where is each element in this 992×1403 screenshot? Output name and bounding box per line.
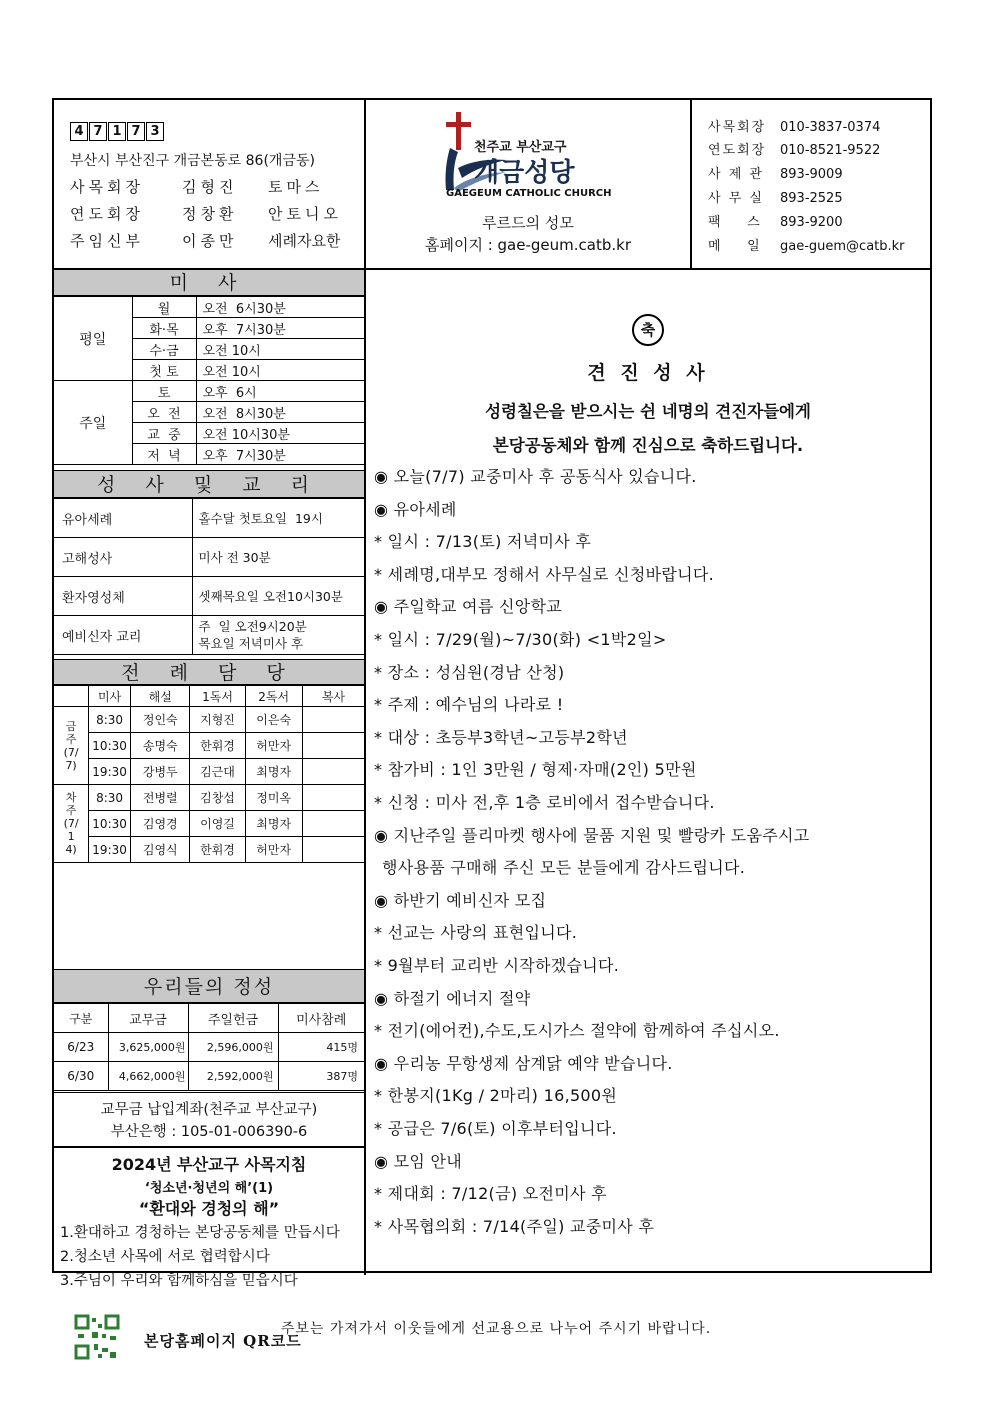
table-row <box>54 811 364 837</box>
list-item: 1.환대하고 경청하는 본당공동체를 만듭시다 <box>60 1225 340 1241</box>
celebration-badge-icon: 축 <box>632 314 664 346</box>
contact-row <box>708 163 843 182</box>
notice-heading: ◉ 지난주일 플리마켓 행사에 물품 지원 및 빨랑카 도움주시고 <box>374 825 810 845</box>
sunday-amount: 2,592,000원 <box>188 1062 278 1091</box>
contact-row <box>708 211 843 230</box>
contact-row <box>708 139 880 158</box>
server <box>302 733 364 759</box>
mass-time: 오전 10시 <box>196 339 364 360</box>
reader-2: 허만자 <box>245 733 302 759</box>
church-english-name: GAEGEUM CATHOLIC CHURCH <box>446 188 612 199</box>
staff-name: 김형진 <box>182 178 238 196</box>
mass-day: 수·금 <box>132 339 196 360</box>
offering-date: 6/23 <box>54 1033 108 1062</box>
notice-heading: ◉ 우리농 무항생제 삼계닭 예약 받습니다. <box>374 1053 673 1073</box>
pastoral-motto: “환대와 경청의 해” <box>138 1199 280 1218</box>
reader-1: 지형진 <box>190 707 245 733</box>
postal-digit: 4 <box>70 122 88 141</box>
liturgy-table <box>54 685 364 863</box>
sacrament-name: 유아세례 <box>54 499 192 538</box>
reader-2: 정미옥 <box>245 785 302 811</box>
table-row <box>54 381 364 402</box>
mass-time: 오후 6시 <box>196 381 364 402</box>
mass-day: 교 중 <box>132 423 196 444</box>
account-title: 교무금 납입계좌(천주교 부산교구) <box>100 1102 318 1118</box>
mass-time: 19:30 <box>89 759 131 785</box>
celebration-title: 견 진 성 사 <box>587 362 709 384</box>
table-header-row <box>54 686 364 707</box>
staff-role: 주임신부 <box>70 232 144 250</box>
sacrament-time: 셋째목요일 오전10시30분 <box>192 577 364 616</box>
contact-value: 010-8521-9522 <box>780 143 881 158</box>
sunday-amount: 2,596,000원 <box>188 1033 278 1062</box>
contact-label: 연도회장 <box>708 143 767 158</box>
table-row <box>54 707 364 733</box>
church-name: 개금성당 <box>474 158 575 188</box>
tithe-amount: 3,625,000원 <box>108 1033 188 1062</box>
reader-1: 김근대 <box>190 759 245 785</box>
celebration-badge-wrap <box>366 314 930 346</box>
contact-row <box>708 116 880 135</box>
notice-item: * 주제 : 예수님의 나라로 ! <box>374 695 564 715</box>
mass-day: 화·목 <box>132 318 196 339</box>
commentator: 강병두 <box>131 759 190 785</box>
mass-day: 저 녁 <box>132 444 196 465</box>
server <box>302 785 364 811</box>
notice-item: * 전기(에어컨),수도,도시가스 절약에 함께하여 주십시오. <box>374 1021 780 1041</box>
notice-heading: ◉ 유아세례 <box>374 499 457 519</box>
reader-1: 김창섭 <box>190 785 245 811</box>
contact-label: 팩 스 <box>708 215 762 230</box>
celebration-line: 성령칠은을 받으시는 쉰 네명의 견진자들에게 <box>485 402 811 421</box>
table-row <box>54 499 364 538</box>
mass-time: 8:30 <box>89 785 131 811</box>
sacrament-time-cell <box>192 616 364 655</box>
contact-label: 사목회장 <box>708 120 767 135</box>
mass-time: 오전 10시30분 <box>196 423 364 444</box>
sacrament-time: 주 일 오전9시20분 <box>198 619 307 634</box>
notice-item: * 선교는 사랑의 표현입니다. <box>374 923 578 943</box>
table-header-row <box>54 1004 364 1033</box>
reader-1: 이영길 <box>190 811 245 837</box>
table-row <box>54 538 364 577</box>
table-row <box>54 616 364 655</box>
contact-label: 사 제 관 <box>708 167 764 182</box>
contact-value: 893-2525 <box>780 191 843 206</box>
homepage-link[interactable]: 홈페이지 : gae-geum.catb.kr <box>424 236 631 254</box>
reader-1: 한휘경 <box>190 733 245 759</box>
mass-day: 첫 토 <box>132 360 196 381</box>
table-row <box>54 1033 364 1062</box>
staff-role: 연도회장 <box>70 205 144 223</box>
sacrament-time: 홀수달 첫토요일 19시 <box>192 499 364 538</box>
mass-time: 오전 6시30분 <box>196 297 364 318</box>
notice-heading: ◉ 하반기 예비신자 모집 <box>374 890 547 910</box>
notice-item: * 9월부터 교리반 시작하겠습니다. <box>374 956 620 975</box>
mass-time: 10:30 <box>89 811 131 837</box>
sacrament-time: 미사 전 30분 <box>192 538 364 577</box>
table-row <box>54 759 364 785</box>
footer-note: 주보는 가져가서 이웃들에게 선교용으로 나누어 주시기 바랍니다. <box>280 1321 712 1337</box>
reader-2: 최명자 <box>245 759 302 785</box>
server <box>302 759 364 785</box>
header <box>54 100 930 270</box>
contact-label: 사 무 실 <box>708 191 764 206</box>
tithe-amount: 4,662,000원 <box>108 1062 188 1091</box>
sacraments-table <box>54 498 364 655</box>
column-header: 미사 <box>89 686 131 707</box>
column-header: 2독서 <box>245 686 302 707</box>
commentator: 김영경 <box>131 811 190 837</box>
mass-time: 오전 8시30분 <box>196 402 364 423</box>
contact-email[interactable]: gae-guem@catb.kr <box>780 239 905 254</box>
notice-heading: ◉ 모임 안내 <box>374 1151 463 1171</box>
postal-digit: 7 <box>89 122 107 141</box>
right-column <box>366 270 930 1275</box>
notice-item: * 일시 : 7/13(토) 저녁미사 후 <box>374 532 592 552</box>
sacrament-name: 환자영성체 <box>54 577 192 616</box>
column-header: 1독서 <box>190 686 245 707</box>
mass-day: 오 전 <box>132 402 196 423</box>
sunday-label: 주일 <box>54 381 132 465</box>
notice-item: * 제대회 : 7/12(금) 오전미사 후 <box>374 1184 607 1204</box>
table-row <box>54 733 364 759</box>
contact-row <box>708 187 843 206</box>
sacrament-name: 고해성사 <box>54 538 192 577</box>
diocese-name: 천주교 부산교구 <box>474 140 567 155</box>
header-contacts <box>692 100 930 268</box>
commentator: 전병렬 <box>131 785 190 811</box>
attendance: 415명 <box>278 1033 364 1062</box>
notice-item: * 사목협의회 : 7/14(주일) 교중미사 후 <box>374 1216 655 1236</box>
sacrament-name: 예비신자 교리 <box>54 616 192 655</box>
mass-time: 19:30 <box>89 837 131 863</box>
mass-day: 월 <box>132 297 196 318</box>
notice-item: * 세례명,대부모 정해서 사무실로 신청바랍니다. <box>374 564 714 584</box>
contact-row <box>708 235 905 254</box>
server <box>302 837 364 863</box>
header-address-block <box>54 100 366 268</box>
offerings-table <box>54 1003 364 1091</box>
postal-digit: 3 <box>146 122 164 141</box>
sacrament-time: 목요일 저녁미사 후 <box>198 636 304 651</box>
mass-time: 오후 7시30분 <box>196 444 364 465</box>
mass-time: 오후 7시30분 <box>196 318 364 339</box>
commentator: 송명숙 <box>131 733 190 759</box>
server <box>302 707 364 733</box>
pastoral-subtitle: ‘청소년·청년의 해’(1) <box>144 1181 274 1196</box>
server <box>302 811 364 837</box>
notice-heading: ◉ 주일학교 여름 신앙학교 <box>374 597 562 617</box>
pastoral-list <box>54 1221 364 1293</box>
column-header: 해설 <box>131 686 190 707</box>
notice-item: * 일시 : 7/29(월)~7/30(화) <1박2일> <box>374 630 667 649</box>
table-row <box>54 785 364 811</box>
patron-name: 루르드의 성모 <box>482 214 574 232</box>
staff-row <box>70 230 340 251</box>
address: 부산시 부산진구 개금본동로 86(개금동) <box>70 153 315 169</box>
reader-2: 허만자 <box>245 837 302 863</box>
pastoral-guidelines <box>54 1150 364 1293</box>
commentator: 김영식 <box>131 837 190 863</box>
list-item: 3.주님이 우리와 함께하심을 믿읍시다 <box>60 1273 298 1289</box>
liturgy-section-title: 전 례 담 당 <box>54 659 364 685</box>
list-item: 2.청소년 사목에 서로 협력합시다 <box>60 1249 270 1265</box>
staff-baptismal: 토마스 <box>268 178 324 196</box>
account-box <box>54 1092 364 1148</box>
corner-cell <box>54 686 89 707</box>
header-logo-block <box>366 100 692 268</box>
column-header: 미사참례 <box>278 1004 364 1033</box>
weekday-label: 평일 <box>54 297 132 381</box>
table-row <box>54 1062 364 1091</box>
notice-item: * 대상 : 초등부3학년~고등부2학년 <box>374 727 628 747</box>
contact-value: 893-9200 <box>780 215 843 230</box>
staff-role: 사목회장 <box>70 178 144 196</box>
mass-time: 10:30 <box>89 733 131 759</box>
notice-item: * 한봉지(1Kg / 2마리) 16,500원 <box>374 1086 618 1106</box>
column-header: 구분 <box>54 1004 108 1033</box>
staff-baptismal: 세례자요한 <box>268 232 341 250</box>
qr-label: 본당홈페이지 QR코드 <box>144 1332 302 1350</box>
offering-date: 6/30 <box>54 1062 108 1091</box>
commentator: 정인숙 <box>131 707 190 733</box>
staff-row <box>70 176 323 197</box>
staff-name: 이종만 <box>182 232 238 250</box>
week-label: 금주(7/7) <box>54 707 89 785</box>
staff-name: 정창환 <box>182 205 238 223</box>
column-header: 주일헌금 <box>188 1004 278 1033</box>
postal-digit: 1 <box>108 122 126 141</box>
reader-2: 최명자 <box>245 811 302 837</box>
mass-schedule-table <box>54 296 364 465</box>
sacraments-section-title: 성 사 및 교 리 <box>54 470 364 498</box>
contact-label: 메 일 <box>708 239 762 254</box>
mass-section-title: 미 사 <box>54 270 364 296</box>
postal-code <box>70 122 164 141</box>
offerings-section-title: 우리들의 정성 <box>54 969 364 1003</box>
table-row <box>54 837 364 863</box>
attendance: 387명 <box>278 1062 364 1091</box>
column-header: 교무금 <box>108 1004 188 1033</box>
pastoral-title: 2024년 부산교구 사목지침 <box>111 1155 307 1174</box>
notice-item: 행사용품 구매해 주신 모든 분들에게 감사드립니다. <box>382 858 746 878</box>
mass-day: 토 <box>132 381 196 402</box>
notice-heading: ◉ 오늘(7/7) 교중미사 후 공동식사 있습니다. <box>374 467 697 486</box>
contact-value: 010-3837-0374 <box>780 120 881 135</box>
staff-row <box>70 203 342 224</box>
staff-baptismal: 안토니오 <box>268 205 342 223</box>
notice-item: * 참가비 : 1인 3만원 / 형제·자매(2인) 5만원 <box>374 760 697 780</box>
table-row <box>54 297 364 318</box>
mass-time: 오전 10시 <box>196 360 364 381</box>
left-column <box>54 270 366 1350</box>
notice-item: * 신청 : 미사 전,후 1층 로비에서 접수받습니다. <box>374 793 715 812</box>
account-number: 부산은행 : 105-01-006390-6 <box>110 1124 308 1140</box>
notice-item: * 공급은 7/6(토) 이후부터입니다. <box>374 1119 617 1138</box>
table-row <box>54 577 364 616</box>
celebration-line: 본당공동체와 함께 진심으로 축하드립니다. <box>492 436 804 455</box>
postal-digit: 7 <box>127 122 145 141</box>
reader-1: 한휘경 <box>190 837 245 863</box>
reader-2: 이은숙 <box>245 707 302 733</box>
column-header: 복사 <box>302 686 364 707</box>
notice-heading: ◉ 하절기 에너지 절약 <box>374 988 531 1008</box>
week-label: 차주(7/14) <box>54 785 89 863</box>
contact-value: 893-9009 <box>780 167 843 182</box>
mass-time: 8:30 <box>89 707 131 733</box>
notice-item: * 장소 : 성심원(경남 산청) <box>374 662 565 682</box>
